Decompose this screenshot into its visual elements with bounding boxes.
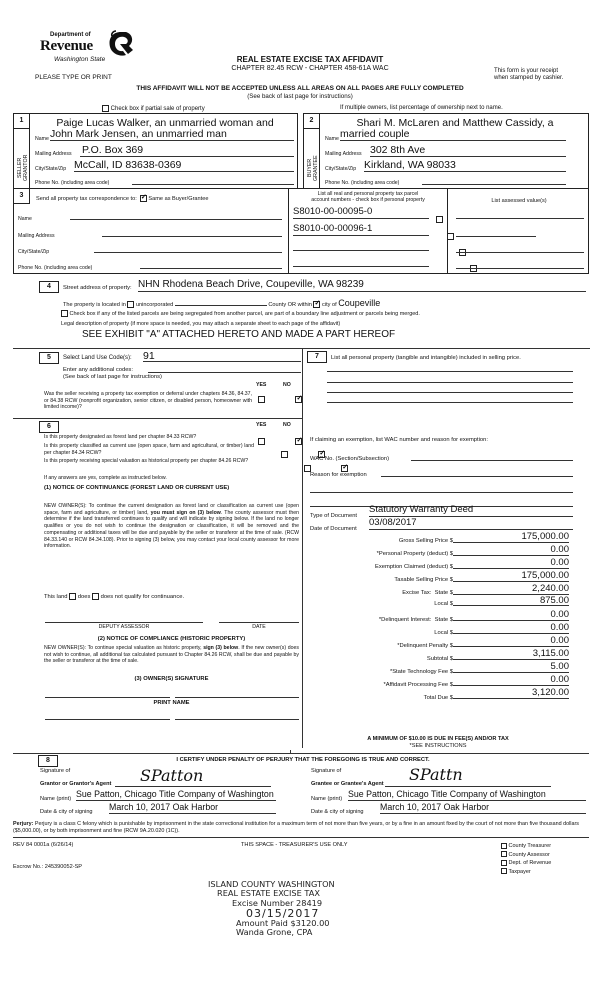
parcel-number-field-1[interactable]: S8010-00-00095-0 — [293, 206, 429, 219]
owner-signature-line-2[interactable] — [175, 697, 299, 698]
same-as-buyer-checkbox[interactable] — [140, 195, 147, 202]
buyer-city-field[interactable]: Kirkland, WA 98033 — [364, 159, 566, 172]
corr-name-label: Name — [18, 216, 32, 222]
county-assessor-label: County Assessor — [508, 851, 550, 858]
total-due-label: Total Due $ — [423, 695, 453, 701]
corr-phone-field[interactable] — [140, 261, 282, 269]
grantee-name-label: Name (print) — [311, 796, 343, 802]
street-address-label: Street address of property: — [63, 285, 132, 291]
personal-property-deduct-field[interactable]: 0.00 — [453, 544, 569, 556]
copy-county-treasurer — [501, 842, 551, 851]
notice1-text-bold: you must sign on (3) below — [150, 509, 221, 516]
escrow-number: 245390052-SP — [44, 864, 83, 870]
personal-property-line-3[interactable] — [327, 387, 573, 393]
does-label: does — [77, 594, 91, 601]
notice1-text-b: . The county assessor must then determine if the land transferred continues to qualify and will indicate by signing below. If the land no longer qualifies or you do not wish to continue the designation or classification, it will be removed and the compensating or additional taxes will be due and payable by the seller or transferor at the time of sale. (RCW 84.33.140 or RCW 84.34.108). Prior to signing (3) below, you may contact your local county assessor for more information. — [44, 509, 299, 550]
section-number: 1 — [14, 114, 30, 129]
wac-number-field[interactable] — [411, 453, 573, 461]
dor-logo — [40, 30, 140, 70]
personal-property-deduct-label: *Personal Property (deduct) $ — [376, 551, 453, 557]
buyer-city-label: City/State/Zip — [325, 166, 357, 172]
state-technology-fee-label: *State Technology Fee $ — [389, 669, 453, 675]
grantee-date-city-label: Date & city of signing — [311, 809, 364, 815]
notice-continuance-text — [44, 503, 299, 550]
section-6-forest-current-use — [13, 418, 303, 748]
grantee-signature-label-1: Signature of — [311, 768, 342, 774]
personal-property-line-4[interactable] — [327, 397, 573, 403]
historical-question: Is this property receiving special valuation as historical property per chapter 84.26 RCW? — [44, 458, 249, 464]
grantor-date-city-field[interactable]: March 10, 2017 Oak Harbor — [109, 802, 276, 814]
partial-sale-checkbox[interactable] — [102, 105, 109, 112]
buyer-phone-label: Phone No. (including area code) — [325, 180, 400, 186]
grantee-signature-field[interactable] — [385, 765, 551, 787]
form-number: REV 84 0001a (6/26/14) — [13, 842, 74, 848]
buyer-mailing-label: Mailing Address — [325, 151, 362, 157]
subtotal-field[interactable]: 3,115.00 — [453, 648, 569, 660]
seller-phone-field[interactable] — [132, 175, 294, 185]
perjury-text: Perjury is a class C felony which is punishable by imprisonment in the state correctional institution for a maximum term of not more than five years, or by a fine in an amount fixed by the court of not more than five thousand dollars ($5,000.00), or by both imprisonment and fine (RCW 9A.20.020 (1C)). — [13, 821, 579, 834]
exemption-no-checkbox[interactable] — [295, 396, 302, 403]
corr-city-label: City/State/Zip — [18, 249, 50, 255]
exemption-claim-label: If claiming an exemption, list WAC number and reason for exemption: — [310, 437, 488, 443]
copy-taxpayer — [501, 868, 551, 877]
additional-codes-label: Enter any additional codes: — [63, 367, 133, 373]
stamp-date: 03/15/2017 — [246, 906, 320, 920]
does-not-qualify-checkbox[interactable] — [92, 593, 99, 600]
document-type-label: Type of Document — [310, 513, 358, 519]
section-4-property — [13, 278, 589, 344]
assessed-value-field-3[interactable] — [456, 243, 584, 253]
stamp-county: ISLAND COUNTY WASHINGTON — [208, 879, 335, 889]
stamp-amount-paid: Amount Paid $3120.00 — [236, 917, 330, 928]
deputy-assessor-label: DEPUTY ASSESSOR — [98, 624, 150, 630]
see-instructions-note: *SEE INSTRUCTIONS — [409, 743, 467, 749]
assessed-header: List assessed value(s) — [491, 198, 547, 204]
seller-phone-label: Phone No. (including area code) — [35, 180, 110, 186]
grantee-name-field[interactable]: Sue Patton, Chicago Title Company of Washington — [348, 789, 586, 801]
legal-description-label: Legal description of property (if more space is needed, you may attach a separate sheet to each page of the affidavit) — [61, 321, 341, 327]
state-technology-fee-field[interactable]: 5.00 — [453, 661, 569, 673]
notice2-text-b: . If the new owner(s) does not wish to continue, all additional tax calculated pursuant to Chapter 84.26 RCW, shall be due and payable by the seller or transferor at the time of sale. — [44, 645, 299, 665]
segregated-checkbox[interactable] — [61, 310, 68, 317]
section-number: 4 — [39, 281, 59, 293]
delinquent-interest-state-field[interactable]: 0.00 — [453, 609, 569, 621]
located-in-label: The property is located in — [63, 302, 126, 308]
notice1-text-a: NEW OWNER(S): To continue the current designation as forest land or classification as current use (open space, farm and agriculture, or timber) land, — [44, 503, 299, 516]
stamp-excise-number: Excise Number 28419 — [232, 897, 323, 908]
parcel-number-field-4[interactable] — [293, 257, 429, 267]
wac-number-label: WAC No. (Section/Subsection) — [310, 456, 390, 462]
treasurer-stamp — [208, 880, 388, 937]
forest-land-question: Is this property designated as forest land per chapter 84.33 RCW? — [44, 434, 197, 440]
section-number: 2 — [304, 114, 320, 129]
does-qualify-checkbox[interactable] — [69, 593, 76, 600]
exemption-claimed-label: Exemption Claimed (deduct) $ — [375, 564, 453, 570]
exemption-reason-field[interactable] — [381, 469, 573, 477]
yes-header: YES — [256, 422, 267, 428]
delinquent-interest-local-field[interactable]: 0.00 — [453, 622, 569, 634]
assessed-value-field-4[interactable] — [456, 259, 584, 269]
seller-mailing-field[interactable]: P.O. Box 369 — [80, 144, 294, 157]
delinquent-penalty-label: *Delinquent Penalty $ — [397, 643, 453, 649]
city-of-checkbox[interactable] — [313, 301, 320, 308]
send-label-text: Send all property tax correspondence to: — [36, 195, 137, 202]
seller-city-field[interactable]: McCall, ID 83638-0369 — [74, 159, 294, 172]
section-number: 8 — [38, 755, 58, 767]
seller-mailing-label: Mailing Address — [35, 151, 72, 157]
print-name-line-1[interactable] — [45, 719, 170, 720]
grantee-signature: SPattn — [409, 765, 463, 784]
corr-city-field[interactable] — [94, 245, 282, 253]
grantee-signature-label-2: Grantee or Grantee's Agent — [311, 781, 384, 787]
affidavit-processing-fee-label: *Affidavit Processing Fee $ — [383, 682, 453, 688]
section-number: 3 — [14, 189, 30, 204]
same-as-buyer-label: Same as Buyer/Grantee — [148, 195, 209, 202]
corr-mailing-field[interactable] — [102, 229, 282, 237]
buyer-grantee-label: BUYER GRANTEE — [307, 155, 319, 181]
owner-signature-title: (3) OWNER(S) SIGNATURE — [134, 676, 209, 682]
gross-selling-price-field[interactable]: 175,000.00 — [453, 531, 569, 543]
see-back-note: (See back of last page for instructions) — [247, 93, 353, 100]
multiple-owners-note: If multiple owners, list percentage of ownership next to name. — [340, 105, 503, 111]
taxpayer-checkbox[interactable] — [501, 868, 507, 874]
delinquent-interest-state-label: *Delinquent Interest: State $ — [378, 617, 453, 623]
personal-property-line-1[interactable] — [327, 366, 573, 372]
exemption-yes-checkbox[interactable] — [258, 396, 265, 403]
logo-dept-of: Department of — [50, 32, 91, 38]
parcel-number-field-2[interactable]: S8010-00-00096-1 — [293, 223, 429, 236]
perjury-notice — [13, 821, 589, 838]
copy-dept-revenue — [501, 859, 551, 868]
land-use-field[interactable]: 91 — [143, 350, 301, 362]
dept-revenue-label: Dept. of Revenue — [508, 860, 552, 866]
county-treasurer-checkbox[interactable] — [501, 843, 507, 849]
exemption-claimed-field[interactable]: 0.00 — [453, 557, 569, 569]
document-date-label: Date of Document — [310, 526, 357, 532]
dor-swirl-icon — [106, 30, 136, 58]
seller-name-field[interactable]: John Mark Jensen, an unmarried man — [50, 128, 294, 141]
buyer-name-field[interactable]: married couple — [340, 128, 566, 141]
delinquent-penalty-field[interactable]: 0.00 — [453, 635, 569, 647]
grantor-signature-label-1: Signature of — [40, 768, 71, 774]
county-or-within-label: County OR within — [268, 302, 312, 308]
land-use-label: Select Land Use Code(s): — [63, 355, 132, 361]
notice-compliance-text — [44, 645, 299, 665]
buyer-phone-field[interactable] — [422, 175, 566, 185]
corr-phone-label: Phone No. (including area code) — [18, 265, 93, 271]
unincorporated-label: unincorporated — [135, 302, 174, 308]
document-type-field[interactable]: Statutory Warranty Deed — [369, 504, 573, 517]
legal-description-field[interactable]: SEE EXHIBIT "A" ATTACHED HERETO AND MADE A PART HEREOF — [82, 329, 396, 340]
corr-name-field[interactable] — [70, 212, 282, 220]
buyer-name-label: Name — [325, 136, 339, 142]
section-1-seller — [13, 113, 298, 189]
excise-tax-local-field[interactable]: 875.00 — [453, 595, 569, 606]
section-8-divider — [290, 750, 291, 754]
continuance-row — [44, 593, 184, 600]
no-header: NO — [283, 422, 291, 428]
no-header: NO — [283, 382, 291, 388]
subtotal-label: Subtotal $ — [426, 656, 453, 662]
grantor-signature-field[interactable] — [115, 766, 271, 787]
deputy-assessor-line[interactable] — [45, 622, 203, 623]
send-correspondence-label — [36, 195, 208, 202]
see-back-label: (See back of last page for instructions) — [63, 374, 162, 380]
logo-revenue: Revenue — [40, 38, 93, 54]
grantor-signature: SPatton — [140, 766, 204, 785]
excise-tax-local-label: Local $ — [434, 601, 453, 607]
section-number: 6 — [39, 421, 59, 433]
section-number: 7 — [307, 351, 327, 363]
escrow-row — [13, 864, 82, 870]
notice2-text-a: NEW OWNER(S): To continue special valuation as historic property, — [44, 645, 204, 651]
current-use-question: Is this property classified as current use (open space, farm and agricultural, or timber) land per chapter 84.34 RCW? — [44, 443, 254, 456]
seller-city-label: City/State/Zip — [35, 166, 67, 172]
parcel-column — [288, 189, 448, 273]
if-yes-note: If any answers are yes, complete as instructed below. — [44, 475, 167, 481]
seller-name-label: Name — [35, 136, 49, 142]
please-type-note: PLEASE TYPE OR PRINT — [35, 74, 112, 81]
receipt-note-1: This form is your receipt — [494, 68, 559, 74]
affidavit-processing-fee-field[interactable]: 0.00 — [453, 674, 569, 686]
gross-selling-price-label: Gross Selling Price $ — [398, 538, 453, 544]
segregated-row — [61, 310, 420, 317]
print-name-label: PRINT NAME — [153, 700, 190, 706]
section-3-correspondence — [13, 188, 589, 274]
taxpayer-label: Taxpayer — [508, 868, 531, 875]
segregated-label: Check box if any of the listed parcels are being segregated from another parcel, are part of a boundary line adjustment or parcels being merged. — [69, 310, 420, 317]
receipt-note-2: when stamped by cashier. — [494, 75, 564, 81]
logo-state: Washington State — [54, 56, 106, 63]
partial-sale-row — [102, 105, 205, 112]
location-row — [63, 298, 380, 308]
section-8-certification — [13, 753, 589, 819]
personal-property-line-2[interactable] — [327, 377, 573, 383]
copy-county-assessor — [501, 851, 551, 860]
grantee-date-city-field[interactable]: March 10, 2017 Oak Harbor — [380, 802, 586, 814]
exemption-reason-line-2[interactable] — [310, 485, 573, 493]
unincorporated-checkbox[interactable] — [127, 301, 134, 308]
completion-warning: THIS AFFIDAVIT WILL NOT BE ACCEPTED UNLESS ALL AREAS ON ALL PAGES ARE FULLY COMPLETED — [136, 85, 464, 92]
street-address-field[interactable]: NHN Rhodena Beach Drive, Coupeville, WA 98239 — [138, 279, 586, 292]
personal-property-checkbox-2[interactable] — [447, 233, 454, 240]
date-line[interactable] — [219, 622, 299, 623]
county-treasurer-label: County Treasurer — [508, 843, 552, 849]
county-field[interactable] — [175, 300, 267, 306]
dept-revenue-checkbox[interactable] — [501, 860, 507, 866]
notice-compliance-title: (2) NOTICE OF COMPLIANCE (HISTORIC PROPERTY) — [97, 636, 246, 642]
parcel-header-2: account numbers - check box if personal property — [311, 197, 425, 203]
owner-signature-line-1[interactable] — [45, 697, 170, 698]
county-assessor-checkbox[interactable] — [501, 851, 507, 857]
exemption-reason-label: Reason for exemption — [310, 472, 367, 478]
taxable-selling-price-field[interactable]: 175,000.00 — [453, 570, 569, 582]
additional-codes-field[interactable] — [148, 365, 301, 373]
current-use-yes-checkbox[interactable] — [281, 451, 288, 458]
grantor-signature-label-2: Grantor or Grantor's Agent — [40, 781, 112, 787]
form-subtitle: CHAPTER 82.45 RCW - CHAPTER 458-61A WAC — [231, 65, 389, 72]
yes-header: YES — [256, 382, 267, 388]
buyer-name-line1: Shari M. McLaren and Matthew Cassidy, a — [356, 117, 554, 129]
assessed-value-field-1[interactable] — [456, 209, 584, 219]
section-number: 5 — [39, 352, 59, 364]
this-land-label: This land — [44, 594, 68, 601]
print-name-line-2[interactable] — [175, 719, 299, 720]
seller-name-line1: Paige Lucas Walker, an unmarried woman and — [56, 117, 274, 129]
taxable-selling-price-label: Taxable Selling Price $ — [394, 577, 453, 583]
forest-land-yes-checkbox[interactable] — [258, 438, 265, 445]
perjury-label: Perjury: — [13, 821, 34, 827]
total-due-field[interactable]: 3,120.00 — [453, 687, 569, 699]
partial-sale-label: Check box if partial sale of property — [110, 106, 205, 113]
stamp-signer: Wanda Grone, CPA — [236, 927, 313, 938]
assessed-value-field-2[interactable] — [456, 227, 536, 237]
section-2-buyer — [303, 113, 589, 189]
excise-tax-state-field[interactable]: 2,240.00 — [453, 583, 569, 595]
form-title: REAL ESTATE EXCISE TAX AFFIDAVIT — [236, 55, 384, 64]
buyer-mailing-field[interactable]: 302 8th Ave — [370, 144, 566, 157]
stamp-tax-type: REAL ESTATE EXCISE TAX — [217, 888, 320, 899]
forest-land-no-checkbox[interactable] — [295, 438, 302, 445]
city-of-value[interactable]: Coupeville — [338, 298, 381, 308]
document-date-field[interactable]: 03/08/2017 — [369, 517, 573, 530]
personal-property-label: List all personal property (tangible and intangible) included in selling price. — [331, 355, 521, 361]
section-5-land-use — [13, 348, 303, 418]
excise-tax-state-label: Excise Tax: State $ — [402, 590, 453, 596]
grantor-name-label: Name (print) — [40, 796, 72, 802]
treasurer-use-label: THIS SPACE - TREASURER'S USE ONLY — [241, 842, 348, 848]
grantor-date-city-label: Date & city of signing — [40, 809, 93, 815]
delinquent-interest-local-label: Local $ — [434, 630, 453, 636]
escrow-label: Escrow No.: — [13, 864, 44, 870]
perjury-certification: I CERTIFY UNDER PENALTY OF PERJURY THAT THE FOREGOING IS TRUE AND CORRECT. — [176, 757, 430, 763]
corr-mailing-label: Mailing Address — [18, 233, 55, 239]
does-not-label: does not qualify for continuance. — [100, 594, 185, 601]
exemption-question: Was the seller receiving a property tax exemption or deferral under chapters 84.36, 84.37, or 84.38 RCW (nonprofit organization, senior citizen, or disabled person, homeowner with limited income)? — [44, 391, 252, 410]
seller-grantor-label: SELLER GRANTOR — [17, 154, 29, 182]
parcel-number-field-3[interactable] — [293, 241, 429, 251]
section-7-personal-property — [303, 348, 590, 748]
parcel-header-1: List all real and personal property tax parcel — [317, 191, 419, 197]
notice-continuance-title: (1) NOTICE OF CONTINUANCE (FOREST LAND OR CURRENT USE) — [44, 485, 230, 491]
date-label: DATE — [252, 624, 266, 630]
copy-distribution — [501, 842, 551, 876]
minimum-due-note: A MINIMUM OF $10.00 IS DUE IN FEE(S) AND/OR TAX — [367, 736, 509, 742]
city-of-label: city of — [322, 302, 337, 308]
notice2-text-bold: sign (3) below — [203, 645, 239, 651]
personal-property-checkbox-1[interactable] — [436, 216, 443, 223]
grantor-name-field[interactable]: Sue Patton, Chicago Title Company of Washington — [76, 789, 276, 801]
